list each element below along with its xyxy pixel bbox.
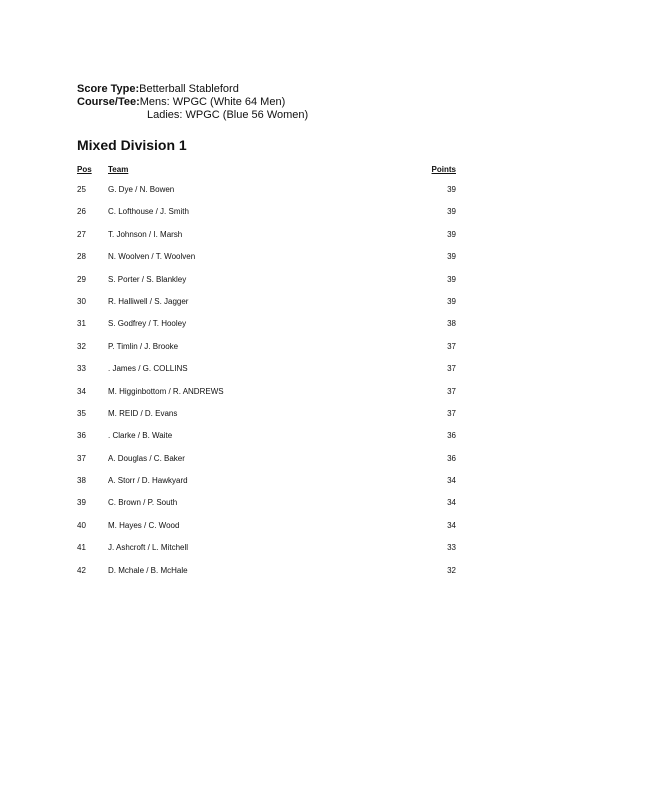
row-team: S. Porter / S. Blankley: [108, 274, 187, 284]
row-team: M. REID / D. Evans: [108, 408, 178, 418]
score-type-label: Score Type:: [77, 83, 140, 95]
row-points: 39: [447, 207, 456, 217]
row-points: 39: [447, 252, 456, 262]
row-points: 36: [447, 453, 456, 463]
results-table-body: [0, 184, 660, 587]
row-position: 32: [77, 341, 86, 351]
column-header-pos: Pos: [77, 165, 92, 174]
row-points: 32: [447, 565, 456, 575]
row-team: . James / G. COLLINS: [108, 364, 188, 374]
table-row: [0, 296, 660, 318]
row-team: N. Woolven / T. Woolven: [108, 252, 196, 262]
row-points: 39: [447, 296, 456, 306]
row-points: 37: [447, 386, 456, 396]
row-position: 37: [77, 453, 86, 463]
row-team: A. Douglas / C. Baker: [108, 453, 185, 463]
table-row: [0, 520, 660, 542]
column-header-points: Points: [431, 165, 456, 174]
row-team: M. Hayes / C. Wood: [108, 520, 180, 530]
course-tee-ladies: Ladies: WPGC (Blue 56 Women): [147, 109, 309, 121]
table-row: [0, 497, 660, 519]
table-row: [0, 341, 660, 363]
row-position: 29: [77, 274, 86, 284]
table-row: [0, 453, 660, 475]
score-type-value: Betterball Stableford: [139, 83, 239, 95]
row-points: 34: [447, 498, 456, 508]
row-position: 41: [77, 543, 86, 553]
row-points: 34: [447, 476, 456, 486]
row-position: 39: [77, 498, 86, 508]
row-points: 37: [447, 408, 456, 418]
row-position: 36: [77, 431, 86, 441]
row-team: A. Storr / D. Hawkyard: [108, 476, 188, 486]
row-position: 28: [77, 252, 86, 262]
division-title: Mixed Division 1: [77, 137, 187, 153]
table-row: [0, 475, 660, 497]
course-tee-mens: Mens: WPGC (White 64 Men): [139, 96, 286, 108]
row-team: S. Godfrey / T. Hooley: [108, 319, 187, 329]
table-row: [0, 229, 660, 251]
column-header-team: Team: [108, 165, 129, 174]
row-position: 26: [77, 207, 86, 217]
table-row: [0, 386, 660, 408]
table-row: [0, 318, 660, 340]
table-row: [0, 206, 660, 228]
table-row: [0, 274, 660, 296]
row-points: 39: [447, 229, 456, 239]
table-row: [0, 430, 660, 452]
row-points: 33: [447, 543, 456, 553]
row-points: 37: [447, 364, 456, 374]
course-tee-ladies-row: [77, 109, 308, 122]
row-points: 39: [447, 274, 456, 284]
table-row: [0, 363, 660, 385]
competition-info: [77, 83, 308, 122]
score-type-row: [77, 83, 308, 96]
table-row: [0, 408, 660, 430]
row-position: 35: [77, 408, 86, 418]
row-position: 27: [77, 229, 86, 239]
row-position: 40: [77, 520, 86, 530]
row-team: T. Johnson / I. Marsh: [108, 229, 183, 239]
row-position: 38: [77, 476, 86, 486]
row-position: 42: [77, 565, 86, 575]
row-points: 37: [447, 341, 456, 351]
row-position: 31: [77, 319, 86, 329]
row-team: P. Timlin / J. Brooke: [108, 341, 179, 351]
row-position: 30: [77, 296, 86, 306]
row-team: R. Halliwell / S. Jagger: [108, 296, 189, 306]
row-points: 39: [447, 185, 456, 194]
row-points: 38: [447, 319, 456, 329]
table-row: [0, 565, 660, 587]
row-team: M. Higginbottom / R. ANDREWS: [108, 386, 224, 396]
table-row: [0, 542, 660, 564]
course-tee-label: Course/Tee:: [77, 96, 140, 108]
table-row: [0, 251, 660, 273]
row-position: 33: [77, 364, 86, 374]
row-team: J. Ashcroft / L. Mitchell: [108, 543, 189, 553]
course-tee-row: [77, 96, 308, 109]
row-team: . Clarke / B. Waite: [108, 431, 173, 441]
row-points: 34: [447, 520, 456, 530]
row-team: C. Lofthouse / J. Smith: [108, 207, 189, 217]
row-team: G. Dye / N. Bowen: [108, 185, 175, 194]
row-position: 25: [77, 185, 86, 194]
row-team: D. Mchale / B. McHale: [108, 565, 188, 575]
row-position: 34: [77, 386, 86, 396]
row-team: C. Brown / P. South: [108, 498, 178, 508]
table-row: [0, 184, 660, 206]
row-points: 36: [447, 431, 456, 441]
